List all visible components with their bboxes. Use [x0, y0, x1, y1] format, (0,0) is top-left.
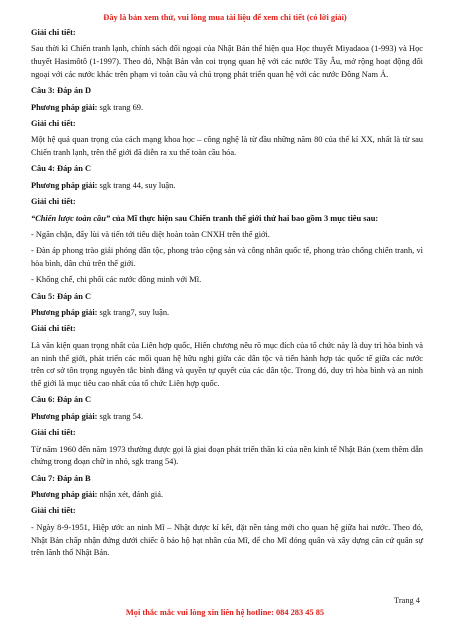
strategy-text: của Mĩ thực hiện sau Chiến tranh thế giới thứ hai bao gồm 3 mục tiêu sau: [110, 213, 379, 223]
method-label: Phương pháp giải: [31, 102, 98, 112]
method-label: Phương pháp giải: [31, 490, 98, 500]
preview-notice-header: Đây là bản xem thử, vui lòng mua tài liệu để xem chi tiết (có lời giải) [103, 13, 347, 22]
question-answer: Câu 7: Đáp án B [31, 473, 91, 483]
method-text: sgk trang 44, suy luận. [97, 180, 176, 190]
method-label: Phương pháp giải: [31, 308, 98, 318]
paragraph: - Ngày 8-9-1951, Hiệp ước an ninh Mĩ – Nhật được kí kết, đặt nền tảng mới cho quan hệ giữa hai nước. Theo đó, Nhật Bản chấp nhận đứng dưới chiếc ô bảo hộ hạt nhân của Mĩ, để cho Mĩ đóng quân và xây dựng căn cứ quân sự trên lãnh thổ Nhật Bản. [31, 522, 423, 558]
method-line [31, 411, 423, 424]
solution-heading: Giải chi tiết: [31, 118, 76, 128]
page-number: Trang 4 [394, 596, 420, 605]
method-label: Phương pháp giải: [31, 411, 98, 421]
solution-heading: Giải chi tiết: [31, 428, 76, 438]
paragraph: Sau thời kì Chiến tranh lạnh, chính sách đối ngoại của Nhật Bản thể hiện qua Học thuyết Miyadaoa (1-993) và Học thuyết Hasimôtô (1-1997). Theo đó, Nhật Bản vẫn coi trọng quan hệ với các nước Tây Âu, mở rộng hoạt động đối ngoại với các nước khác trên phạm vi toàn cầu và chú trọng phát triển quan hệ với các nước Đông Nam Á. [31, 44, 423, 79]
method-line [31, 307, 423, 320]
method-line [31, 180, 423, 193]
solution-heading: Giải chi tiết: [31, 324, 76, 334]
strategy-heading [31, 213, 423, 226]
question-answer: Câu 3: Đáp án D [31, 86, 92, 96]
method-text: sgk trang 54. [97, 411, 144, 421]
method-text: sgk trang 69. [97, 102, 144, 112]
list-item: - Đàn áp phong trào giải phóng dân tộc, phong trào cộng sản và công nhân quốc tế, phong trào chống chiến tranh, vì hòa bình, dân chủ trên thế giới. [31, 246, 423, 269]
solution-heading: Giải chi tiết: [31, 506, 76, 516]
method-text: nhận xét, đánh giá. [97, 490, 164, 500]
hotline-footer: Mọi thắc mắc vui lòng xin liên hệ hotline: 084 283 45 85 [125, 608, 325, 617]
paragraph: Là văn kiện quan trọng nhất của Liên hợp quốc, Hiến chương nêu rõ mục đích của tổ chức này là duy trì hòa bình và an ninh thế giới, phát triển các mối quan hệ hữu nghị giữa các dân tộc và tiến hành hợp tác quốc tế giữa các nước trên cơ sở tôn trọng nguyên tắc bình đẳng và quyền tự quyết của các dân tộc. Trong đó, duy trì hòa bình và an ninh thế giới là mục tiêu cao nhất của tổ chức Liên hợp quốc. [31, 340, 423, 389]
paragraph: Một hệ quả quan trọng của cách mạng khoa học – công nghệ là từ đầu những năm 80 của thế kỉ XX, nhất là từ sau Chiến tranh lạnh, trên thế giới đã diễn ra xu thế toàn cầu hóa. [31, 135, 423, 158]
method-text: sgk trang7, suy luận. [97, 308, 170, 318]
solution-heading: Giải chi tiết: [31, 28, 76, 37]
method-label: Phương pháp giải: [31, 180, 98, 190]
strategy-title: “Chiến lược toàn cầu” [31, 213, 111, 223]
paragraph: Từ năm 1960 đến năm 1973 thường được gọi là giai đoạn phát triển thần kì của nền kinh tế Nhật Bản (xem thêm dẫn chứng trong đoạn chữ in nhỏ, sgk trang 54). [31, 444, 423, 467]
list-item: - Ngăn chặn, đẩy lùi và tiến tới tiêu diệt hoàn toàn CNXH trên thế giới. [31, 229, 270, 239]
document-body [31, 27, 423, 564]
method-line [31, 489, 423, 502]
solution-heading: Giải chi tiết: [31, 197, 76, 207]
question-answer: Câu 4: Đáp án C [31, 164, 92, 174]
question-answer: Câu 6: Đáp án C [31, 395, 92, 405]
list-item: - Khống chế, chi phối các nước đồng minh với Mĩ. [31, 275, 202, 285]
question-answer: Câu 5: Đáp án C [31, 291, 92, 301]
method-line [31, 102, 423, 115]
